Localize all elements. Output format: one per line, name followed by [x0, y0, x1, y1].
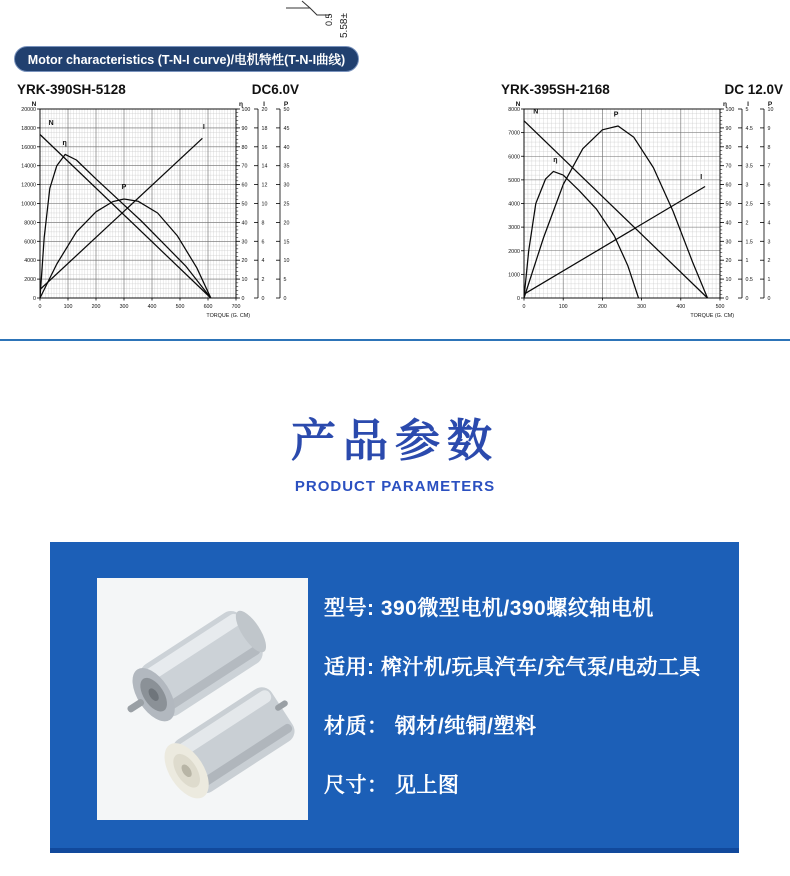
- svg-text:10: 10: [241, 277, 248, 284]
- svg-text:7000: 7000: [508, 130, 520, 137]
- svg-text:8: 8: [767, 144, 771, 151]
- svg-text:3: 3: [767, 239, 771, 246]
- svg-text:1000: 1000: [508, 272, 520, 279]
- svg-text:2000: 2000: [24, 277, 36, 284]
- svg-text:50: 50: [241, 201, 248, 208]
- svg-text:16000: 16000: [21, 144, 36, 151]
- banner-label: Motor characteristics (T-N-I curve)/电机特性(T-N-I曲线): [27, 53, 346, 67]
- svg-text:8: 8: [261, 220, 265, 227]
- svg-text:3000: 3000: [508, 225, 520, 232]
- svg-text:1: 1: [745, 258, 749, 265]
- svg-text:3: 3: [745, 182, 749, 189]
- svg-text:40: 40: [283, 144, 290, 151]
- svg-text:1.5: 1.5: [745, 239, 753, 246]
- section-title-zh: 产品参数: [290, 415, 499, 466]
- svg-text:4000: 4000: [24, 258, 36, 265]
- svg-text:η: η: [553, 156, 558, 164]
- svg-text:300: 300: [119, 304, 129, 310]
- tn-curve-plot: [16, 99, 300, 323]
- spec-application: 适用: 榨汁机/玩具汽车/充气泵/电动工具: [324, 656, 701, 679]
- svg-text:100: 100: [558, 304, 568, 310]
- svg-text:TORQUE (G. CM): TORQUE (G. CM): [206, 313, 250, 319]
- svg-text:10000: 10000: [21, 201, 36, 208]
- chart-header: [16, 82, 300, 97]
- svg-text:5: 5: [767, 201, 771, 208]
- svg-text:5000: 5000: [508, 177, 520, 184]
- svg-text:6000: 6000: [508, 154, 520, 161]
- svg-text:200: 200: [91, 304, 101, 310]
- svg-text:0: 0: [522, 304, 526, 310]
- svg-text:η: η: [723, 101, 727, 108]
- spec-model: 型号: 390微型电机/390螺纹轴电机: [324, 597, 654, 620]
- svg-text:2.5: 2.5: [745, 201, 753, 208]
- svg-text:0.5: 0.5: [745, 277, 753, 284]
- spec-size: 尺寸： 见上图: [324, 774, 460, 797]
- svg-text:η: η: [239, 101, 243, 108]
- svg-text:TORQUE (G. CM): TORQUE (G. CM): [690, 313, 734, 319]
- svg-text:I: I: [747, 101, 749, 108]
- svg-text:P: P: [613, 111, 619, 119]
- svg-text:3.5: 3.5: [745, 163, 753, 170]
- svg-text:18: 18: [261, 125, 268, 132]
- svg-text:100: 100: [725, 107, 735, 113]
- svg-text:5: 5: [283, 277, 287, 284]
- svg-text:0: 0: [517, 296, 520, 302]
- svg-text:60: 60: [241, 182, 248, 189]
- svg-text:N: N: [48, 120, 54, 128]
- svg-text:2000: 2000: [508, 248, 520, 255]
- svg-text:700: 700: [231, 304, 241, 310]
- svg-text:0: 0: [38, 304, 42, 310]
- svg-text:7: 7: [767, 163, 771, 170]
- svg-text:N: N: [515, 101, 521, 108]
- svg-text:500: 500: [175, 304, 185, 310]
- product-parameters-panel: [50, 542, 739, 853]
- svg-text:0: 0: [33, 296, 36, 302]
- chart-390sh: [16, 82, 300, 323]
- svg-text:600: 600: [203, 304, 213, 310]
- section-title-en: PRODUCT PARAMETERS: [294, 478, 496, 495]
- svg-text:0: 0: [725, 296, 729, 302]
- dimension-drawing-fragment: [284, 0, 370, 40]
- svg-text:50: 50: [725, 201, 732, 208]
- svg-text:20: 20: [725, 258, 732, 265]
- svg-text:20000: 20000: [21, 107, 36, 113]
- svg-text:N: N: [533, 108, 539, 116]
- svg-text:9: 9: [767, 125, 771, 132]
- svg-text:20: 20: [261, 107, 268, 113]
- svg-text:12000: 12000: [21, 182, 36, 189]
- svg-text:10: 10: [261, 201, 268, 208]
- svg-text:5: 5: [745, 107, 749, 113]
- svg-text:35: 35: [283, 163, 290, 170]
- svg-text:80: 80: [725, 144, 732, 151]
- svg-text:6000: 6000: [24, 239, 36, 246]
- section-banner: [14, 46, 359, 72]
- svg-text:30: 30: [283, 182, 290, 189]
- svg-text:0: 0: [283, 296, 287, 302]
- svg-text:15: 15: [283, 239, 290, 246]
- dimension-label: 0.5: [324, 13, 334, 26]
- svg-text:0: 0: [767, 296, 771, 302]
- chart-title: YRK-395SH-2168: [501, 82, 610, 97]
- svg-text:N: N: [31, 101, 37, 108]
- svg-text:90: 90: [241, 125, 248, 132]
- svg-text:0: 0: [261, 296, 265, 302]
- spec-material: 材质： 钢材/纯铜/塑料: [324, 715, 537, 738]
- tn-curve-plot: [500, 99, 784, 323]
- svg-text:4: 4: [261, 258, 265, 265]
- svg-text:500: 500: [715, 304, 725, 310]
- svg-text:4.5: 4.5: [745, 125, 753, 132]
- dimension-label: 5.58±: [339, 13, 350, 38]
- chart-395sh: [500, 82, 784, 323]
- chart-voltage: DC6.0V: [251, 82, 299, 97]
- chart-title: YRK-390SH-5128: [17, 82, 126, 97]
- svg-text:30: 30: [241, 239, 248, 246]
- svg-text:2: 2: [261, 277, 265, 284]
- svg-text:70: 70: [725, 163, 732, 170]
- svg-text:400: 400: [676, 304, 686, 310]
- svg-text:I: I: [263, 101, 265, 108]
- product-spec-list: [324, 592, 701, 799]
- svg-text:400: 400: [147, 304, 157, 310]
- svg-text:I: I: [202, 123, 205, 131]
- svg-text:4: 4: [745, 144, 749, 151]
- svg-text:P: P: [283, 101, 289, 108]
- svg-text:50: 50: [283, 107, 290, 113]
- svg-text:10: 10: [725, 277, 732, 284]
- svg-text:6: 6: [261, 239, 265, 246]
- svg-text:η: η: [62, 139, 67, 147]
- svg-text:20: 20: [283, 220, 290, 227]
- svg-text:10: 10: [767, 107, 774, 113]
- svg-text:18000: 18000: [21, 125, 36, 132]
- svg-text:10: 10: [283, 258, 290, 265]
- svg-text:25: 25: [283, 201, 290, 208]
- svg-text:8000: 8000: [24, 220, 36, 227]
- svg-text:0: 0: [241, 296, 245, 302]
- svg-text:100: 100: [63, 304, 73, 310]
- svg-text:45: 45: [283, 125, 290, 132]
- svg-text:300: 300: [637, 304, 647, 310]
- svg-text:70: 70: [241, 163, 248, 170]
- svg-text:14: 14: [261, 163, 268, 170]
- svg-text:8000: 8000: [508, 107, 520, 113]
- svg-text:12: 12: [261, 182, 268, 189]
- chart-voltage: DC 12.0V: [724, 82, 783, 97]
- svg-text:40: 40: [241, 220, 248, 227]
- svg-text:30: 30: [725, 239, 732, 246]
- svg-text:1: 1: [767, 277, 771, 284]
- svg-text:4: 4: [767, 220, 771, 227]
- svg-text:14000: 14000: [21, 163, 36, 170]
- svg-text:16: 16: [261, 144, 268, 151]
- section-divider: [0, 339, 790, 341]
- svg-text:100: 100: [241, 107, 251, 113]
- svg-text:80: 80: [241, 144, 248, 151]
- svg-text:20: 20: [241, 258, 248, 265]
- svg-text:4000: 4000: [508, 201, 520, 208]
- svg-text:2: 2: [745, 220, 749, 227]
- svg-text:200: 200: [597, 304, 607, 310]
- svg-text:6: 6: [767, 182, 771, 189]
- svg-text:P: P: [121, 184, 127, 192]
- svg-text:P: P: [767, 101, 773, 108]
- svg-text:90: 90: [725, 125, 732, 132]
- svg-text:40: 40: [725, 220, 732, 227]
- svg-text:60: 60: [725, 182, 732, 189]
- svg-text:I: I: [700, 173, 703, 181]
- svg-text:0: 0: [745, 296, 749, 302]
- product-photo[interactable]: [97, 578, 308, 820]
- svg-text:2: 2: [767, 258, 771, 265]
- chart-header: [500, 82, 784, 97]
